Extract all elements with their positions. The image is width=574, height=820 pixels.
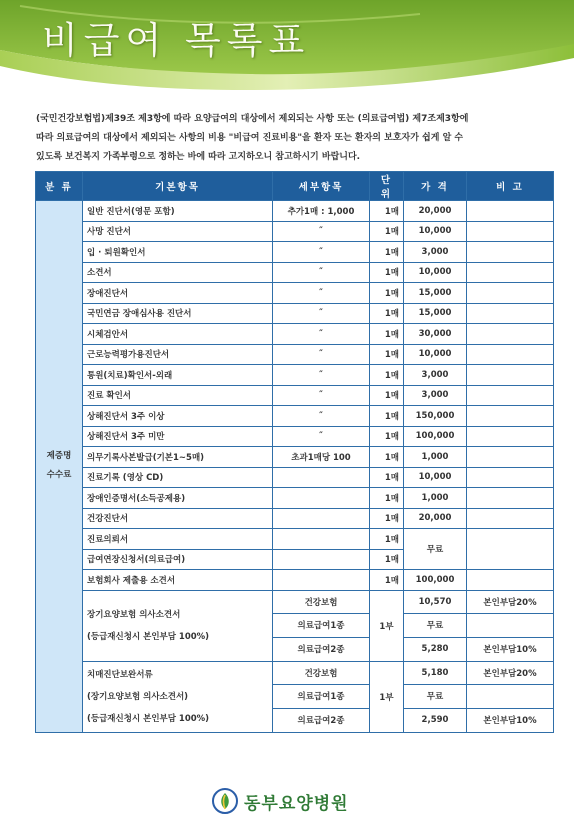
- note-cell: 본인부담20%: [467, 661, 554, 685]
- unit-cell: 1매: [370, 283, 404, 304]
- detail-cell: ″: [273, 344, 370, 365]
- unit-cell: 1부: [370, 590, 404, 661]
- item-cell: 의무기록사본발급(기본1~5매): [83, 447, 273, 468]
- unit-cell: 1매: [370, 324, 404, 345]
- note-cell: [467, 406, 554, 427]
- price-cell: 10,000: [404, 344, 467, 365]
- intro-line: 따라 의료급여의 대상에서 제외되는 사항의 비용 "비급여 진료비용"을 환자 또는 환자의 보호자가 쉽게 알 수: [36, 133, 464, 143]
- leaf-emblem-icon: [212, 788, 238, 814]
- unit-cell: 1매: [370, 406, 404, 427]
- detail-cell: 건강보험: [273, 590, 370, 614]
- unit-cell: 1매: [370, 426, 404, 447]
- detail-cell: ″: [273, 262, 370, 283]
- category-label: 수수료: [46, 470, 72, 481]
- table-row: [36, 324, 554, 345]
- table-row: [36, 529, 554, 550]
- item-cell: 건강진단서: [83, 508, 273, 529]
- table-row: [36, 590, 554, 614]
- note-cell: [467, 365, 554, 386]
- unit-cell: 1매: [370, 242, 404, 263]
- category-cell: [36, 201, 83, 733]
- note-cell: [467, 488, 554, 509]
- price-cell: 15,000: [404, 283, 467, 304]
- intro-text: [36, 110, 551, 167]
- detail-cell: ″: [273, 283, 370, 304]
- detail-cell: 의료급여1종: [273, 614, 370, 638]
- price-cell-free: 무료: [404, 529, 467, 570]
- unit-cell: 1매: [370, 570, 404, 591]
- table-row: [36, 570, 554, 591]
- note-cell: 본인부담10%: [467, 637, 554, 661]
- table-row: [36, 283, 554, 304]
- price-cell: 무료: [404, 614, 467, 638]
- detail-cell: 의료급여2종: [273, 708, 370, 732]
- item-line: (등급재신청시 본인부담 100%): [87, 631, 210, 642]
- price-cell: 150,000: [404, 406, 467, 427]
- table-header-row: [36, 172, 554, 201]
- item-line: 장기요양보험 의사소견서: [87, 609, 181, 620]
- item-cell: 진료의뢰서: [83, 529, 273, 550]
- note-cell: [467, 614, 554, 638]
- item-cell: 상해진단서 3주 이상: [83, 406, 273, 427]
- detail-cell: ″: [273, 426, 370, 447]
- item-cell: 장애인증명서(소득공제용): [83, 488, 273, 509]
- intro-line: 있도록 보건복지 가족부령으로 정하는 바에 따라 고지하오니 참고하시기 바랍니다.: [36, 152, 361, 162]
- note-cell: 본인부담10%: [467, 708, 554, 732]
- item-cell: 일반 진단서(영문 포함): [83, 201, 273, 222]
- item-cell: 입 · 퇴원확인서: [83, 242, 273, 263]
- price-cell: 1,000: [404, 488, 467, 509]
- detail-cell: ″: [273, 242, 370, 263]
- note-cell: [467, 283, 554, 304]
- table-row: [36, 426, 554, 447]
- item-cell: 시체검안서: [83, 324, 273, 345]
- table-row: [36, 447, 554, 468]
- table-row: [36, 365, 554, 386]
- detail-cell: ″: [273, 221, 370, 242]
- detail-cell: ″: [273, 365, 370, 386]
- note-cell: [467, 201, 554, 222]
- unit-cell: 1매: [370, 385, 404, 406]
- hospital-name: 동부요양병원: [244, 793, 349, 814]
- price-cell: 5,180: [404, 661, 467, 685]
- note-cell: [467, 324, 554, 345]
- note-cell: [467, 447, 554, 468]
- table-row: [36, 242, 554, 263]
- detail-cell: 의료급여2종: [273, 637, 370, 661]
- detail-cell: [273, 529, 370, 550]
- header-detail: 세부항목: [273, 172, 370, 201]
- note-cell: [467, 570, 554, 591]
- detail-cell: ″: [273, 385, 370, 406]
- table-row: [36, 467, 554, 488]
- price-cell: 20,000: [404, 508, 467, 529]
- unit-cell: 1매: [370, 549, 404, 570]
- unit-cell: 1부: [370, 661, 404, 732]
- price-cell: 무료: [404, 685, 467, 709]
- unit-cell: 1매: [370, 467, 404, 488]
- table-row: [36, 661, 554, 685]
- item-cell: 장애진단서: [83, 283, 273, 304]
- note-cell: [467, 303, 554, 324]
- table-row: [36, 262, 554, 283]
- detail-cell: [273, 467, 370, 488]
- table-row: [36, 385, 554, 406]
- detail-cell: 건강보험: [273, 661, 370, 685]
- price-cell: 10,000: [404, 221, 467, 242]
- note-cell: 본인부담20%: [467, 590, 554, 614]
- header-category: 분 류: [36, 172, 83, 201]
- hospital-logo: [212, 788, 349, 814]
- item-line: 치매진단보완서류: [87, 669, 153, 680]
- table-row: [36, 406, 554, 427]
- price-cell: 3,000: [404, 365, 467, 386]
- item-cell: 상해진단서 3주 미만: [83, 426, 273, 447]
- fee-table: [35, 171, 554, 733]
- price-cell: 30,000: [404, 324, 467, 345]
- detail-cell: 초과1매당 100: [273, 447, 370, 468]
- unit-cell: 1매: [370, 201, 404, 222]
- item-cell: 진료기록 (영상 CD): [83, 467, 273, 488]
- price-cell: 1,000: [404, 447, 467, 468]
- item-cell: 소견서: [83, 262, 273, 283]
- header-price: 가 격: [404, 172, 467, 201]
- price-cell: 2,590: [404, 708, 467, 732]
- item-cell: 진료 확인서: [83, 385, 273, 406]
- detail-cell: [273, 549, 370, 570]
- unit-cell: 1매: [370, 508, 404, 529]
- note-cell: [467, 262, 554, 283]
- note-cell: [467, 385, 554, 406]
- note-cell: [467, 221, 554, 242]
- note-cell: [467, 242, 554, 263]
- item-cell: 근로능력평가용진단서: [83, 344, 273, 365]
- table-row: [36, 344, 554, 365]
- detail-cell: [273, 488, 370, 509]
- note-cell: [467, 344, 554, 365]
- table-row: [36, 488, 554, 509]
- unit-cell: 1매: [370, 344, 404, 365]
- table-row: [36, 201, 554, 222]
- item-cell: 국민연금 장애심사용 진단서: [83, 303, 273, 324]
- detail-cell: ″: [273, 324, 370, 345]
- price-cell: 100,000: [404, 426, 467, 447]
- note-cell: [467, 685, 554, 709]
- price-cell: 20,000: [404, 201, 467, 222]
- price-cell: 10,000: [404, 467, 467, 488]
- item-cell-block: [83, 590, 273, 661]
- unit-cell: 1매: [370, 488, 404, 509]
- item-cell: 사망 진단서: [83, 221, 273, 242]
- unit-cell: 1매: [370, 529, 404, 550]
- note-cell: [467, 467, 554, 488]
- unit-cell: 1매: [370, 221, 404, 242]
- price-cell: 15,000: [404, 303, 467, 324]
- category-label: 제증명: [46, 451, 72, 462]
- price-cell: 3,000: [404, 242, 467, 263]
- price-cell: 3,000: [404, 385, 467, 406]
- item-cell: 급여연장신청서(의료급여): [83, 549, 273, 570]
- page-title: 비급여 목록표: [42, 19, 311, 62]
- item-cell-block: [83, 661, 273, 732]
- detail-cell: [273, 570, 370, 591]
- detail-cell: 의료급여1종: [273, 685, 370, 709]
- table-row: [36, 303, 554, 324]
- unit-cell: 1매: [370, 262, 404, 283]
- note-cell: [467, 508, 554, 529]
- item-cell: 보험회사 제출용 소견서: [83, 570, 273, 591]
- note-cell: [467, 426, 554, 447]
- detail-cell: ″: [273, 303, 370, 324]
- intro-line: (국민건강보험법)제39조 제3항에 따라 요양급여의 대상에서 제외되는 사항 또는 (의료급여법) 제7조제3항에: [36, 114, 469, 124]
- detail-cell: ″: [273, 406, 370, 427]
- header-item: 기본항목: [83, 172, 273, 201]
- unit-cell: 1매: [370, 365, 404, 386]
- price-cell: 5,280: [404, 637, 467, 661]
- item-line: (장기요양보험 의사소견서): [87, 691, 189, 702]
- item-line: (등급재신청시 본인부담 100%): [87, 713, 210, 724]
- item-cell: 통원(치료)확인서-외래: [83, 365, 273, 386]
- table-row: [36, 508, 554, 529]
- unit-cell: 1매: [370, 447, 404, 468]
- table-row: [36, 221, 554, 242]
- header-unit: 단 위: [370, 172, 404, 201]
- unit-cell: 1매: [370, 303, 404, 324]
- header-note: 비 고: [467, 172, 554, 201]
- detail-cell: [273, 508, 370, 529]
- price-cell: 10,570: [404, 590, 467, 614]
- detail-cell: 추가1매 : 1,000: [273, 201, 370, 222]
- price-cell: 100,000: [404, 570, 467, 591]
- price-cell: 10,000: [404, 262, 467, 283]
- note-cell: [467, 529, 554, 570]
